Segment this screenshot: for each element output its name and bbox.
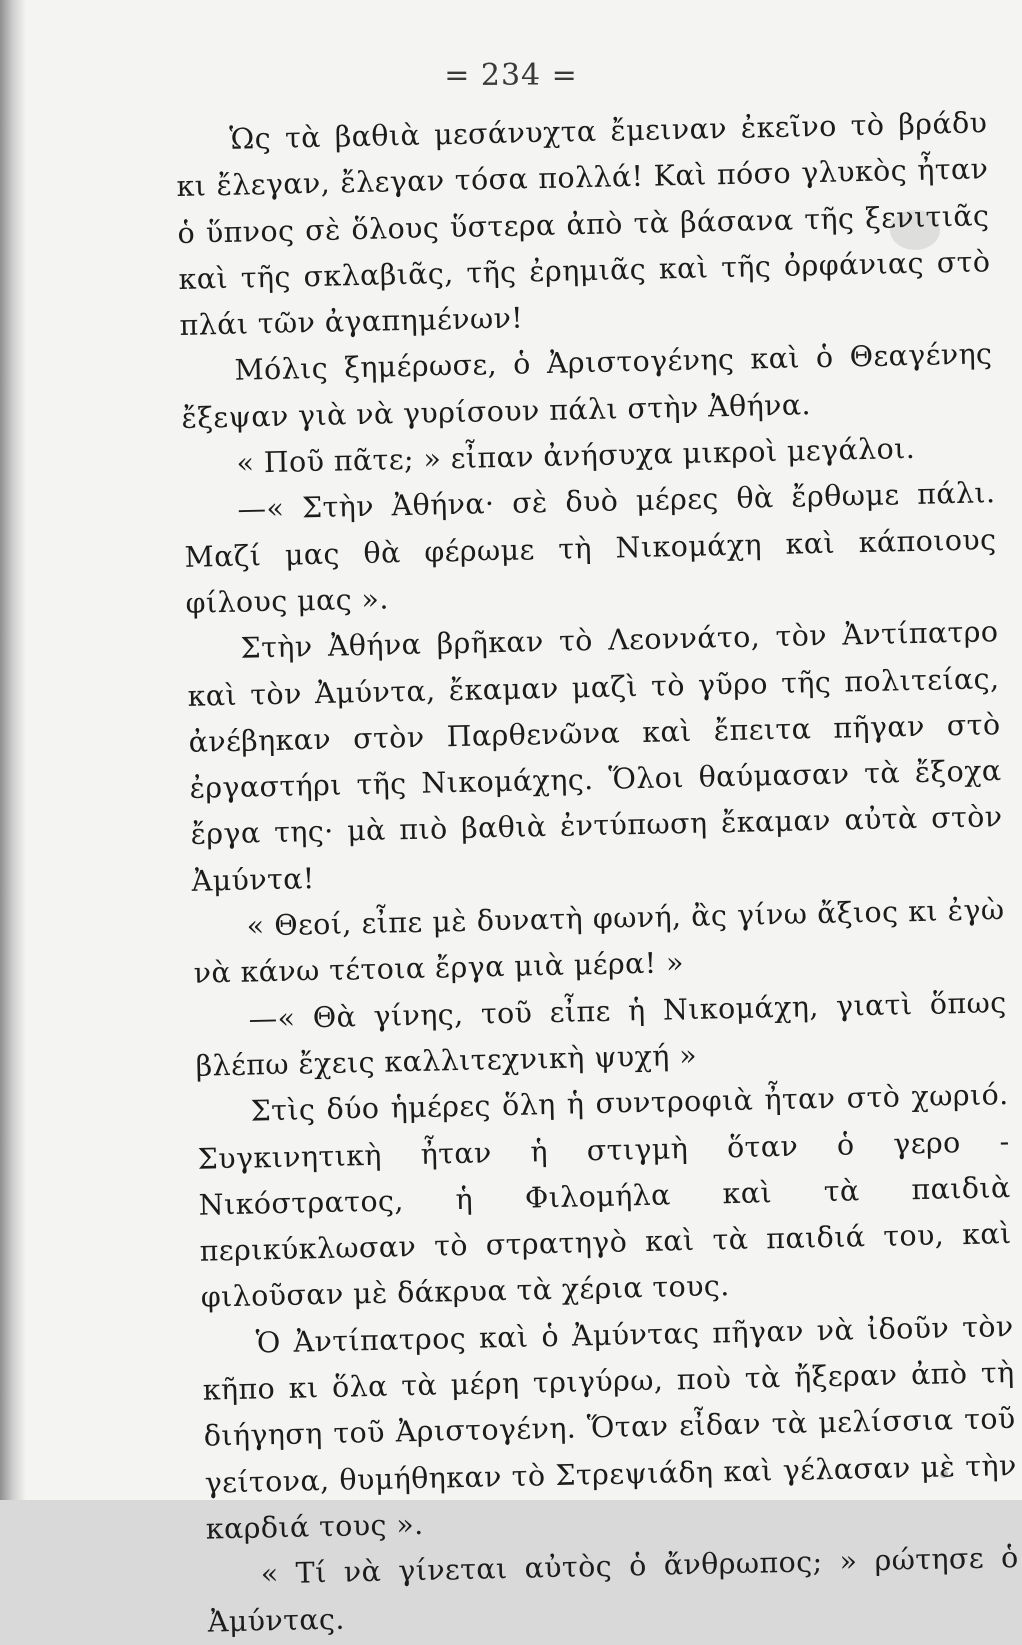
paragraph-5: Στὴν Ἀθήνα βρῆκαν τὸ Λεοννάτο, τὸν Ἀντίπατρο καὶ τὸν Ἀμύντα, ἔκαμαν μαζὶ τὸ γῦρο τῆς πολιτείας, ἀνέβηκαν στὸν Παρθενῶνα καὶ ἔπειτα πῆγαν στὸ ἐργαστήρι τῆς Νικομάχης. Ὅλοι θαύμασαν τὰ ἔξοχα ἔργα της· μὰ πιὸ βαθιὰ ἐντύπωση ἔκαμαν αὐτὰ στὸν Ἀμύντα! [187,615,1003,898]
paragraph-4: —« Στὴν Ἀθήνα· σὲ δυὸ μέρες θὰ ἔρθωμε πάλι. Μαζί μας θὰ φέρωμε τὴ Νικομάχη καὶ κάποιους φίλους μας ». [184,476,997,620]
paragraph-10: « Τί νὰ γίνεται αὐτὸς ὁ ἄνθρωπος; » ρώτησε ὁ Ἀμύντας. [207,1541,1019,1639]
paragraph-1: Ὡς τὰ βαθιὰ μεσάνυχτα ἔμειναν ἐκεῖνο τὸ βράδυ κι ἔλεγαν, ἔλεγαν τόσα πολλά! Καὶ πόσο γλυκὸς ἦταν ὁ ὕπνος σὲ ὅλους ὕστερα ἀπὸ τὰ βάσανα τῆς ξενιτιᾶς καὶ τῆς σκλαβιᾶς, τῆς ἐρημιᾶς καὶ τῆς ὀρφάνιας στὸ πλάι τῶν ἀγαπημένων! [176,106,991,343]
paragraph-7: —« Θὰ γίνης, τοῦ εἶπε ἡ Νικομάχη, γιατὶ ὅπως βλέπω ἔχεις καλλιτεχνικὴ ψυχή » [195,985,1007,1083]
paragraph-8: Στὶς δύο ἡμέρες ὅλη ἡ συντροφιὰ ἦταν στὸ χωριό. Συγκινητικὴ ἦταν ἡ στιγμὴ ὅταν ὁ γερο - Νικόστρατος, ἡ Φιλομήλα καὶ τὰ παιδιὰ περικύκλωσαν τὸ στρατηγὸ καὶ τὰ παιδιά του, καὶ φιλοῦσαν μὲ δάκρυα τὰ χέρια τους. [197,1078,1012,1315]
paragraph-9: Ὁ Ἀντίπατρος καὶ ὁ Ἀμύντας πῆγαν νὰ ἰδοῦν τὸν κῆπο κι ὅλα τὰ μέρη τριγύρω, ποὺ τὰ ἤξεραν ἀπὸ τὴ διήγηση τοῦ Ἀριστογένη. Ὅταν εἶδαν τὰ μελίσσια τοῦ γείτονα, θυμήθηκαν τὸ Στρεψιάδη καὶ γέλασαν μὲ τὴν καρδιά τους ». [202,1309,1017,1546]
paragraph-6: « Θεοί, εἶπε μὲ δυνατὴ φωνή, ἂς γίνω ἄξιος κι ἐγὼ νὰ κάνω τέτοια ἔργα μιὰ μέρα! » [193,893,1005,991]
body-text [175,100,1020,1645]
page-number: = 234 = [444,58,578,93]
paragraph-2: Μόλις ξημέρωσε, ὁ Ἀριστογένης καὶ ὁ Θεαγένης ἔξεψαν γιὰ νὰ γυρίσουν πάλι στὴν Ἀθήνα. [181,337,993,435]
paragraph-3: « Ποῦ πᾶτε; » εἶπαν ἀνήσυχα μικροὶ μεγάλοι. [236,432,916,480]
